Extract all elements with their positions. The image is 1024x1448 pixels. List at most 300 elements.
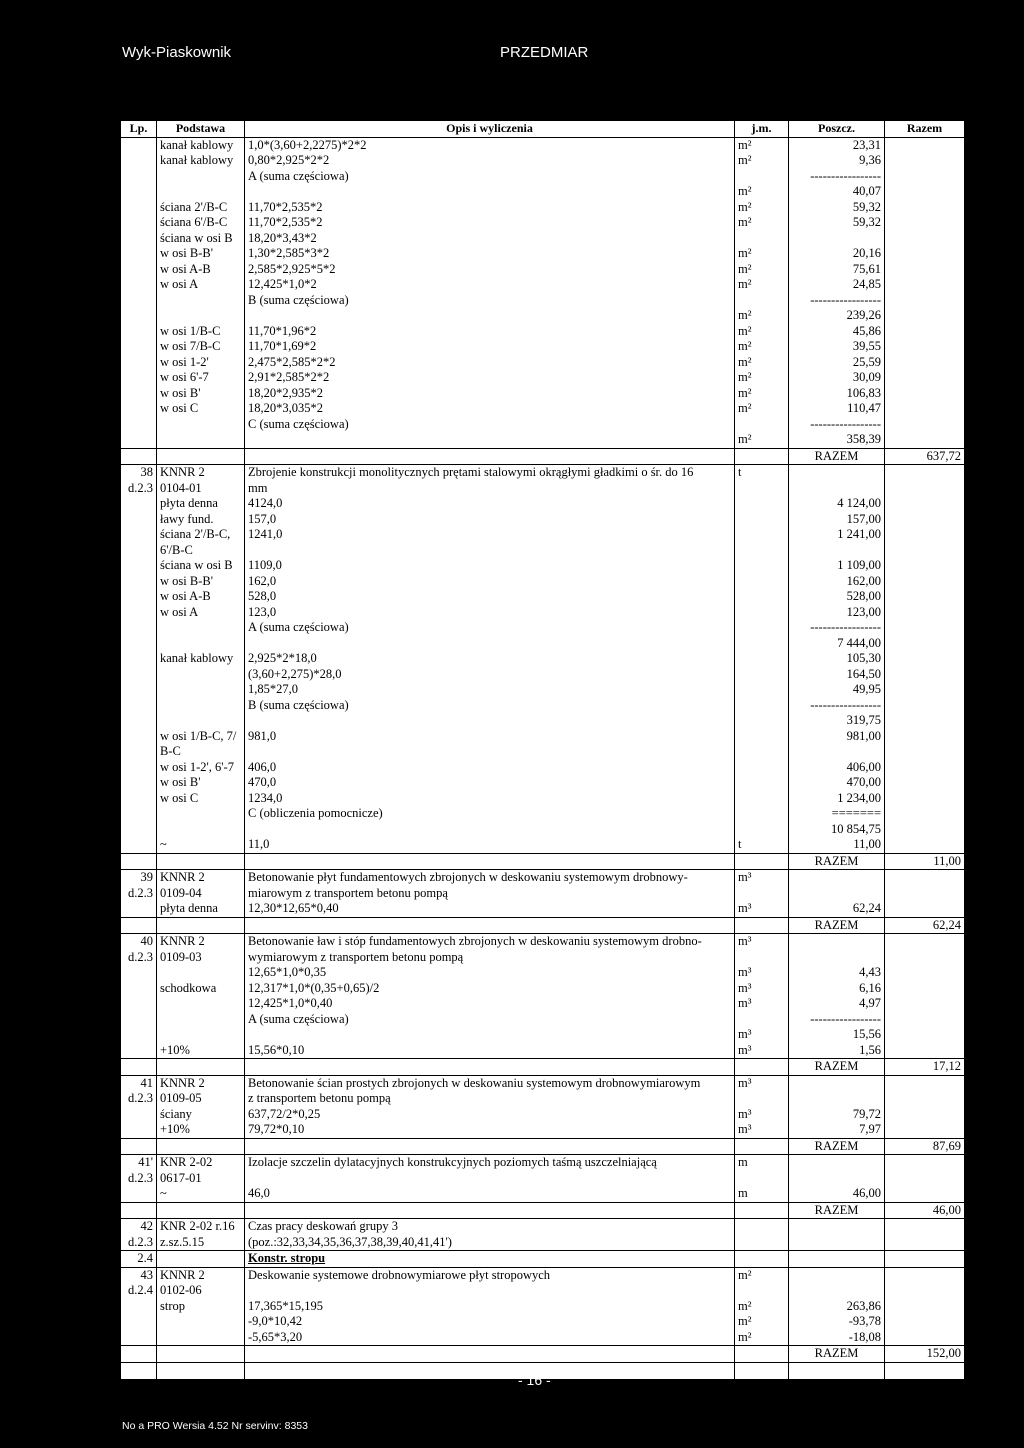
cell-opis: 12,30*12,65*0,40	[245, 901, 735, 917]
cell-lp: 42	[121, 1219, 157, 1235]
cell-razem	[885, 1043, 965, 1059]
table-row	[121, 729, 965, 745]
cell-lp	[121, 620, 157, 636]
cell-poszcz: 59,32	[789, 200, 885, 216]
table-row	[121, 496, 965, 512]
cell-razem	[885, 775, 965, 791]
cell-jm	[735, 1251, 789, 1268]
cell-razem	[885, 574, 965, 590]
cell-opis: Izolacje szczelin dylatacyjnych konstrukcyjnych poziomych taśmą uszczelniającą	[245, 1155, 735, 1171]
cell-razem	[885, 246, 965, 262]
cell-lp	[121, 153, 157, 169]
cell-podstawa	[157, 432, 245, 448]
cell-opis: 1234,0	[245, 791, 735, 807]
cell-opis	[245, 448, 735, 465]
cell-podstawa: ~	[157, 1186, 245, 1202]
cell-lp: d.2.4	[121, 1283, 157, 1299]
cell-jm	[735, 293, 789, 309]
cell-razem	[885, 744, 965, 760]
cell-jm	[735, 605, 789, 621]
cell-podstawa: w osi 1-2', 6'-7	[157, 760, 245, 776]
table-row	[121, 667, 965, 683]
cell-poszcz: 6,16	[789, 981, 885, 997]
cell-lp	[121, 246, 157, 262]
table-row	[121, 886, 965, 902]
cell-opis	[245, 1202, 735, 1219]
cell-lp	[121, 605, 157, 621]
cell-jm	[735, 589, 789, 605]
cell-jm	[735, 417, 789, 433]
table-row	[121, 574, 965, 590]
table-row	[121, 981, 965, 997]
cell-opis	[245, 822, 735, 838]
table-body	[121, 137, 965, 1379]
cell-podstawa: +10%	[157, 1043, 245, 1059]
cell-razem	[885, 1171, 965, 1187]
cell-poszcz	[789, 1235, 885, 1251]
table-row	[121, 996, 965, 1012]
cell-opis: 17,365*15,195	[245, 1299, 735, 1315]
cell-poszcz	[789, 1155, 885, 1171]
cell-razem	[885, 981, 965, 997]
cell-poszcz	[789, 870, 885, 886]
cell-poszcz: 46,00	[789, 1186, 885, 1202]
cell-lp: d.2.3	[121, 1235, 157, 1251]
cell-opis: 1,30*2,585*3*2	[245, 246, 735, 262]
cell-opis: -9,0*10,42	[245, 1314, 735, 1330]
cell-jm: m³	[735, 965, 789, 981]
cell-razem	[885, 1186, 965, 1202]
cell-razem	[885, 231, 965, 247]
cell-razem	[885, 262, 965, 278]
cell-poszcz: 263,86	[789, 1299, 885, 1315]
cell-jm: m³	[735, 870, 789, 886]
cell-razem: 11,00	[885, 853, 965, 870]
cell-poszcz	[789, 1171, 885, 1187]
table-row	[121, 512, 965, 528]
table-row	[121, 1012, 965, 1028]
table-row	[121, 775, 965, 791]
table-row	[121, 1251, 965, 1268]
cell-lp	[121, 417, 157, 433]
cell-opis	[245, 853, 735, 870]
cell-razem	[885, 1012, 965, 1028]
cell-podstawa: ściana 2'/B-C	[157, 200, 245, 216]
cell-lp	[121, 308, 157, 324]
cell-lp: 39	[121, 870, 157, 886]
cell-poszcz: 123,00	[789, 605, 885, 621]
cell-lp	[121, 965, 157, 981]
cell-lp	[121, 1107, 157, 1123]
cell-podstawa: strop	[157, 1299, 245, 1315]
cell-razem	[885, 760, 965, 776]
cell-poszcz: -----------------	[789, 417, 885, 433]
cell-podstawa	[157, 1251, 245, 1268]
cell-podstawa	[157, 682, 245, 698]
cell-jm: t	[735, 465, 789, 481]
cell-razem	[885, 481, 965, 497]
cell-jm: m²	[735, 215, 789, 231]
table-row	[121, 200, 965, 216]
cell-podstawa	[157, 636, 245, 652]
cell-razem	[885, 370, 965, 386]
cell-opis: Deskowanie systemowe drobnowymiarowe płyt stropowych	[245, 1267, 735, 1283]
cell-poszcz: RAZEM	[789, 853, 885, 870]
cell-poszcz	[789, 744, 885, 760]
cell-poszcz	[789, 465, 885, 481]
cell-razem	[885, 496, 965, 512]
cell-jm: m²	[735, 432, 789, 448]
cell-poszcz	[789, 1283, 885, 1299]
table-row	[121, 308, 965, 324]
table-row	[121, 1043, 965, 1059]
cell-lp	[121, 791, 157, 807]
cell-podstawa	[157, 1202, 245, 1219]
cell-podstawa	[157, 417, 245, 433]
cell-lp: 41'	[121, 1155, 157, 1171]
table-row	[121, 481, 965, 497]
cell-lp	[121, 1012, 157, 1028]
cell-razem	[885, 636, 965, 652]
page-number: - 16 -	[518, 1372, 551, 1388]
cell-lp	[121, 981, 157, 997]
cell-podstawa: kanał kablowy	[157, 651, 245, 667]
cell-opis: miarowym z transportem betonu pompą	[245, 886, 735, 902]
col-poszcz: Poszcz.	[789, 121, 885, 138]
cell-podstawa: w osi B-B'	[157, 574, 245, 590]
cell-podstawa: w osi B-B'	[157, 246, 245, 262]
cell-poszcz: RAZEM	[789, 1202, 885, 1219]
cell-poszcz: -----------------	[789, 620, 885, 636]
cell-poszcz	[789, 1075, 885, 1091]
cell-poszcz: 30,09	[789, 370, 885, 386]
table-row	[121, 465, 965, 481]
cell-jm: m²	[735, 200, 789, 216]
cell-opis: A (suma częściowa)	[245, 169, 735, 185]
cell-podstawa: w osi A-B	[157, 262, 245, 278]
cell-podstawa	[157, 917, 245, 934]
cell-opis: C (obliczenia pomocnicze)	[245, 806, 735, 822]
cell-lp	[121, 775, 157, 791]
cell-poszcz: 11,00	[789, 837, 885, 853]
cell-lp	[121, 200, 157, 216]
cell-poszcz: 4,43	[789, 965, 885, 981]
cell-poszcz: 110,47	[789, 401, 885, 417]
cell-opis: Czas pracy deskowań grupy 3	[245, 1219, 735, 1235]
cell-jm: m²	[735, 401, 789, 417]
cell-opis: 12,425*1,0*0,40	[245, 996, 735, 1012]
cell-poszcz: 7,97	[789, 1122, 885, 1138]
cell-lp	[121, 1299, 157, 1315]
table-row	[121, 370, 965, 386]
cell-lp	[121, 558, 157, 574]
cell-razem	[885, 527, 965, 543]
empty-cell	[735, 1362, 789, 1379]
cell-lp	[121, 448, 157, 465]
cell-razem	[885, 465, 965, 481]
cell-jm	[735, 1283, 789, 1299]
header-left: Wyk-Piaskownik	[122, 44, 232, 61]
cell-opis: 470,0	[245, 775, 735, 791]
cell-opis: 637,72/2*0,25	[245, 1107, 735, 1123]
cell-opis: 11,70*1,69*2	[245, 339, 735, 355]
cell-lp	[121, 432, 157, 448]
cell-opis: 15,56*0,10	[245, 1043, 735, 1059]
cell-opis: 12,425*1,0*2	[245, 277, 735, 293]
cell-jm: m²	[735, 339, 789, 355]
cell-jm	[735, 729, 789, 745]
cell-razem	[885, 651, 965, 667]
cell-poszcz: 10 854,75	[789, 822, 885, 838]
cell-lp	[121, 1186, 157, 1202]
cell-podstawa	[157, 293, 245, 309]
cell-opis: Betonowanie płyt fundamentowych zbrojonych w deskowaniu systemowym drobnowy-	[245, 870, 735, 886]
cell-podstawa: 0104-01	[157, 481, 245, 497]
table-row	[121, 744, 965, 760]
cell-podstawa: ~	[157, 837, 245, 853]
cell-razem	[885, 996, 965, 1012]
table-row	[121, 965, 965, 981]
cell-jm	[735, 713, 789, 729]
cell-jm	[735, 917, 789, 934]
cell-razem	[885, 558, 965, 574]
cell-jm	[735, 698, 789, 714]
cell-lp	[121, 184, 157, 200]
cell-podstawa	[157, 1059, 245, 1076]
cell-jm	[735, 1202, 789, 1219]
cell-podstawa	[157, 1314, 245, 1330]
cell-opis	[245, 1171, 735, 1187]
cell-opis: 12,317*1,0*(0,35+0,65)/2	[245, 981, 735, 997]
cell-podstawa: w osi A-B	[157, 589, 245, 605]
cell-lp	[121, 1138, 157, 1155]
cell-lp	[121, 1027, 157, 1043]
cell-opis	[245, 432, 735, 448]
cell-opis	[245, 1346, 735, 1363]
cell-jm	[735, 448, 789, 465]
cell-podstawa: z.sz.5.15	[157, 1235, 245, 1251]
empty-cell	[885, 1362, 965, 1379]
cell-opis	[245, 744, 735, 760]
cell-poszcz	[789, 886, 885, 902]
cell-poszcz: 4 124,00	[789, 496, 885, 512]
cell-lp	[121, 339, 157, 355]
cell-lp	[121, 401, 157, 417]
cell-podstawa: KNNR 2	[157, 465, 245, 481]
cell-razem: 46,00	[885, 1202, 965, 1219]
cell-razem	[885, 543, 965, 559]
cell-lp	[121, 512, 157, 528]
cell-lp	[121, 589, 157, 605]
cell-razem	[885, 682, 965, 698]
cell-jm: m³	[735, 1043, 789, 1059]
table-row	[121, 1107, 965, 1123]
cell-razem	[885, 200, 965, 216]
cell-poszcz: 75,61	[789, 262, 885, 278]
razem-row	[121, 1202, 965, 1219]
cell-jm: m²	[735, 324, 789, 340]
cell-poszcz: -93,78	[789, 1314, 885, 1330]
cell-razem	[885, 417, 965, 433]
cell-opis: 11,70*1,96*2	[245, 324, 735, 340]
cell-razem	[885, 184, 965, 200]
cell-razem	[885, 277, 965, 293]
col-lp: Lp.	[121, 121, 157, 138]
cell-lp: 2.4	[121, 1251, 157, 1268]
cell-opis	[245, 713, 735, 729]
cell-razem	[885, 1107, 965, 1123]
cell-razem	[885, 1251, 965, 1268]
table-row	[121, 339, 965, 355]
cell-jm: m³	[735, 1027, 789, 1043]
cell-razem	[885, 1299, 965, 1315]
cell-poszcz: RAZEM	[789, 448, 885, 465]
cell-poszcz: 25,59	[789, 355, 885, 371]
cell-opis: 528,0	[245, 589, 735, 605]
cell-jm	[735, 1219, 789, 1235]
cell-lp	[121, 636, 157, 652]
cell-razem	[885, 1283, 965, 1299]
cell-jm: m²	[735, 153, 789, 169]
cell-razem	[885, 729, 965, 745]
cell-jm: m²	[735, 308, 789, 324]
table-row	[121, 760, 965, 776]
cell-opis: 18,20*2,935*2	[245, 386, 735, 402]
cell-poszcz: 59,32	[789, 215, 885, 231]
cell-poszcz: 406,00	[789, 760, 885, 776]
cell-poszcz: -----------------	[789, 169, 885, 185]
cell-poszcz: RAZEM	[789, 1346, 885, 1363]
cell-poszcz: 79,72	[789, 1107, 885, 1123]
cell-podstawa: 0109-03	[157, 950, 245, 966]
cell-poszcz: 1 234,00	[789, 791, 885, 807]
col-jm: j.m.	[735, 121, 789, 138]
cell-jm	[735, 543, 789, 559]
razem-row	[121, 448, 965, 465]
table-row	[121, 246, 965, 262]
cell-poszcz: 106,83	[789, 386, 885, 402]
cell-razem	[885, 1091, 965, 1107]
cell-jm	[735, 667, 789, 683]
cell-jm: m²	[735, 370, 789, 386]
estimate-sheet	[120, 120, 964, 1380]
cell-poszcz: -18,08	[789, 1330, 885, 1346]
cell-jm: m²	[735, 262, 789, 278]
cell-lp	[121, 1122, 157, 1138]
table-row	[121, 1299, 965, 1315]
cell-lp: 43	[121, 1267, 157, 1283]
table-row	[121, 355, 965, 371]
cell-lp	[121, 137, 157, 153]
cell-lp: d.2.3	[121, 1171, 157, 1187]
empty-cell	[157, 1362, 245, 1379]
cell-jm: m²	[735, 137, 789, 153]
cell-poszcz: RAZEM	[789, 1138, 885, 1155]
cell-opis: Betonowanie ław i stóp fundamentowych zbrojonych w deskowaniu systemowym drobno-	[245, 934, 735, 950]
cell-razem	[885, 1075, 965, 1091]
cell-podstawa	[157, 698, 245, 714]
cell-poszcz: 1 241,00	[789, 527, 885, 543]
cell-opis: 2,475*2,585*2*2	[245, 355, 735, 371]
cell-jm: m³	[735, 1075, 789, 1091]
cell-razem	[885, 667, 965, 683]
table-row	[121, 417, 965, 433]
cell-razem	[885, 837, 965, 853]
cell-poszcz: 981,00	[789, 729, 885, 745]
cell-podstawa	[157, 806, 245, 822]
cell-jm	[735, 682, 789, 698]
col-podstawa: Podstawa	[157, 121, 245, 138]
table-row	[121, 1091, 965, 1107]
cell-podstawa: w osi 1/B-C	[157, 324, 245, 340]
table-row	[121, 1122, 965, 1138]
cell-jm: m²	[735, 386, 789, 402]
cell-razem	[885, 432, 965, 448]
cell-razem	[885, 822, 965, 838]
cell-jm	[735, 1235, 789, 1251]
cell-opis: 12,65*1,0*0,35	[245, 965, 735, 981]
cell-opis	[245, 543, 735, 559]
cell-lp: d.2.3	[121, 481, 157, 497]
cell-poszcz: 157,00	[789, 512, 885, 528]
table-header-row	[121, 121, 965, 138]
table-row	[121, 1283, 965, 1299]
cell-podstawa: w osi C	[157, 401, 245, 417]
cell-poszcz: 62,24	[789, 901, 885, 917]
cell-razem	[885, 293, 965, 309]
cell-poszcz	[789, 231, 885, 247]
cell-jm	[735, 1138, 789, 1155]
cell-podstawa	[157, 620, 245, 636]
cell-razem	[885, 713, 965, 729]
table-row	[121, 1330, 965, 1346]
cell-lp	[121, 527, 157, 543]
cell-razem	[885, 870, 965, 886]
cell-razem	[885, 934, 965, 950]
empty-cell	[121, 1362, 157, 1379]
cell-podstawa: w osi B'	[157, 386, 245, 402]
cell-podstawa: +10%	[157, 1122, 245, 1138]
cell-opis: 123,0	[245, 605, 735, 621]
cell-jm	[735, 512, 789, 528]
cell-podstawa: B-C	[157, 744, 245, 760]
cell-jm	[735, 527, 789, 543]
cell-jm: m²	[735, 1299, 789, 1315]
cell-podstawa: w osi C	[157, 791, 245, 807]
cell-podstawa	[157, 713, 245, 729]
razem-row	[121, 1346, 965, 1363]
cell-podstawa: KNNR 2	[157, 870, 245, 886]
cell-podstawa	[157, 1346, 245, 1363]
cell-opis: (poz.:32,33,34,35,36,37,38,39,40,41,41')	[245, 1235, 735, 1251]
cell-jm	[735, 169, 789, 185]
cell-jm	[735, 950, 789, 966]
cell-opis: z transportem betonu pompą	[245, 1091, 735, 1107]
cell-podstawa: kanał kablowy	[157, 137, 245, 153]
cell-lp	[121, 917, 157, 934]
cell-podstawa	[157, 1012, 245, 1028]
empty-cell	[789, 1362, 885, 1379]
cell-opis: 1109,0	[245, 558, 735, 574]
cell-podstawa: w osi A	[157, 277, 245, 293]
cell-poszcz: 39,55	[789, 339, 885, 355]
cell-jm: t	[735, 837, 789, 853]
cell-podstawa	[157, 822, 245, 838]
cell-razem	[885, 401, 965, 417]
table-row	[121, 401, 965, 417]
table-row	[121, 293, 965, 309]
cell-jm: m²	[735, 355, 789, 371]
